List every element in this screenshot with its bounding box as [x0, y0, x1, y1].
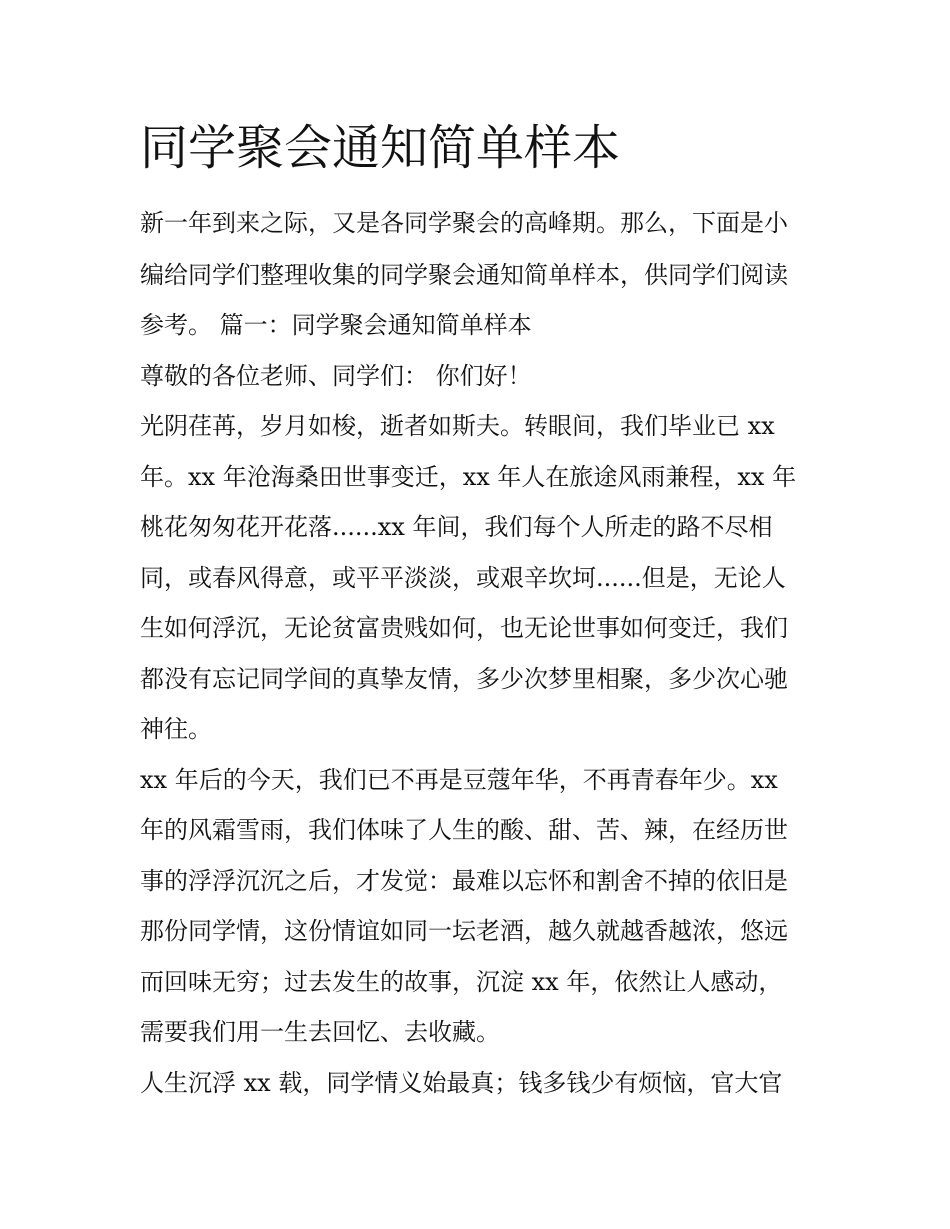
text-line-5: 光阴荏苒，岁月如梭，逝者如斯夫。转眼间，我们毕业已 xx [140, 412, 775, 440]
text-line-9: 生如何浮沉，无论贫富贵贱如何，也无论世事如何变迁，我们 [140, 614, 788, 642]
text-line-13: 年的风霜雪雨，我们体味了人生的酸、甜、苦、辣，在经历世 [140, 816, 788, 844]
text-line-11: 神往。 [140, 715, 212, 743]
text-line-10: 都没有忘记同学间的真挚友情，多少次梦里相聚，多少次心驰 [140, 665, 788, 693]
text-line-7: 桃花匆匆花开花落......xx 年间，我们每个人所走的路不尽相 [140, 513, 773, 541]
text-line-15: 那份同学情，这份情谊如同一坛老酒，越久就越香越浓，悠远 [140, 917, 788, 945]
text-line-8: 同，或春风得意，或平平淡淡，或艰辛坎坷......但是，无论人 [140, 564, 786, 592]
text-line-3: 参考。 篇一：同学聚会通知简单样本 [140, 311, 532, 339]
document-title: 同学聚会通知简单样本 [140, 120, 621, 176]
text-line-14: 事的浮浮沉沉之后，才发觉：最难以忘怀和割舍不掉的依旧是 [140, 867, 788, 895]
text-line-12: xx 年后的今天，我们已不再是豆蔻年华，不再青春年少。xx [140, 766, 778, 794]
text-line-16: 而回味无穷；过去发生的故事，沉淀 xx 年，依然让人感动， [140, 968, 783, 996]
text-line-1: 新一年到来之际，又是各同学聚会的高峰期。那么，下面是小 [140, 209, 788, 237]
text-line-17: 需要我们用一生去回忆、去收藏。 [140, 1018, 500, 1046]
text-line-18: 人生沉浮 xx 载，同学情义始最真；钱多钱少有烦恼，官大官 [140, 1069, 783, 1097]
text-line-4: 尊敬的各位老师、同学们： 你们好！ [140, 362, 532, 390]
text-line-2: 编给同学们整理收集的同学聚会通知简单样本，供同学们阅读 [140, 261, 788, 289]
text-line-6: 年。xx 年沧海桑田世事变迁，xx 年人在旅途风雨兼程，xx 年 [140, 463, 797, 491]
